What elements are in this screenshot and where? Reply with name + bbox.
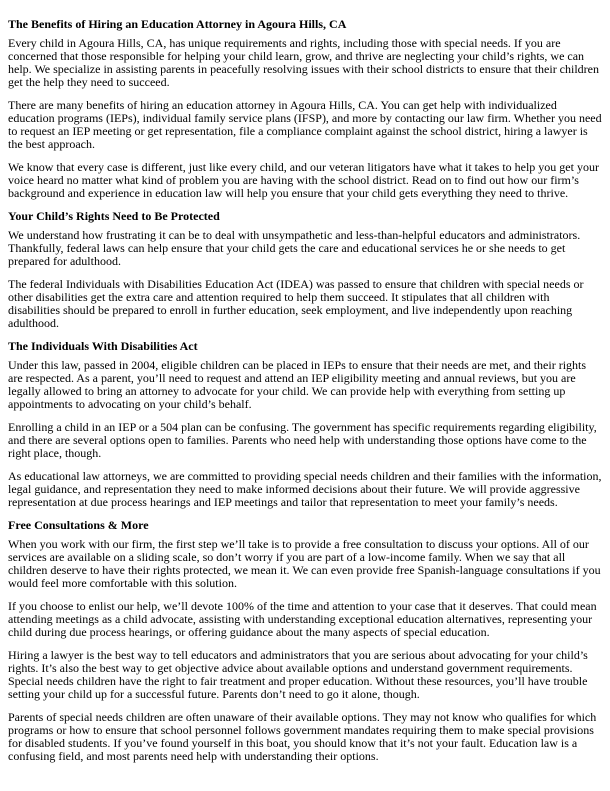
paragraph-line: to request an IEP meeting or get representation, file a compliance complaint against the school district, hiring a lawyer is: [8, 124, 588, 138]
paragraph: [8, 229, 602, 268]
paragraph-line: children deserve to have their rights protected, we mean it. We can even provide free Spanish-language consultations if you: [8, 563, 601, 577]
paragraph-line: rights. It’s also the best way to get objective advice about available options and understand government requirements.: [8, 661, 573, 675]
paragraph-line: voice heard no matter what kind of problem you are having with the school district. Read on to find out how our firm’s: [8, 173, 579, 187]
paragraph: [8, 538, 602, 590]
paragraph-line: programs or how to ensure that school personnel follows government mandates requiring them to make special provisions: [8, 723, 594, 737]
paragraph-line: concerned that those responsible for helping your child learn, grow, and thrive are neglecting your child’s rights, we can: [8, 49, 585, 63]
paragraph-line: disabilities should be prepared to enroll in further education, seek employment, and live independently upon reaching: [8, 303, 573, 317]
paragraph-line: The federal Individuals with Disabilities Education Act (IDEA) was passed to ensure that children with special needs or: [8, 277, 584, 291]
paragraph-line: There are many benefits of hiring an education attorney in Agoura Hills, CA. You can get help with individualized: [8, 98, 557, 112]
paragraph-line: confusing field, and most parents need help with understanding their options.: [8, 749, 379, 763]
paragraph-line: If you choose to enlist our help, we’ll devote 100% of the time and attention to your case that it deserves. That could mean: [8, 599, 597, 613]
paragraph-line: Under this law, passed in 2004, eligible children can be placed in IEPs to ensure that their needs are met, and their rights: [8, 358, 587, 372]
paragraph-line: Every child in Agoura Hills, CA, has unique requirements and rights, including those with special needs. If you are: [8, 36, 561, 50]
paragraph-line: Special needs children have the right to fair treatment and proper education. Without these resources, you’ll have trouble: [8, 674, 588, 688]
paragraph-line: services are available on a sliding scale, so don’t worry if you are part of a low-income family. When we say that all: [8, 550, 566, 564]
paragraph-line: Thankfully, federal laws can help ensure that your child gets the care and educational services he or she needs to get: [8, 241, 566, 255]
paragraph-line: get the help they need to succeed.: [8, 75, 170, 89]
paragraph-line: As educational law attorneys, we are committed to providing special needs children and their families with the information,: [8, 469, 602, 483]
paragraph-line: Parents of special needs children are often unaware of their available options. They may not know who qualifies for which: [8, 710, 597, 724]
section-heading: Your Child’s Rights Need to Be Protected: [8, 209, 220, 223]
paragraph-line: child during due process hearings, or offering guidance about the many aspects of special education.: [8, 625, 490, 639]
paragraph-line: appointments to advocating on your child’s behalf.: [8, 397, 252, 411]
paragraph-line: the best approach.: [8, 137, 95, 151]
paragraph: [8, 600, 602, 639]
paragraph: [8, 421, 602, 460]
paragraph-line: Hiring a lawyer is the best way to tell educators and administrators that you are serious about advocating for your child’s: [8, 648, 588, 662]
paragraph: [8, 649, 602, 701]
section-heading: Free Consultations & More: [8, 518, 149, 532]
paragraph-line: adulthood.: [8, 316, 59, 330]
paragraph-line: are respected. As a parent, you’ll need to request and attend an IEP eligibility meeting and annual reviews, but you are: [8, 371, 576, 385]
paragraph-line: would feel more comfortable with this solution.: [8, 576, 237, 590]
paragraph: [8, 161, 602, 200]
paragraph-line: education programs (IEPs), individual family service plans (IFSP), and more by contacting our law firm. Whether you need: [8, 111, 602, 125]
paragraph-line: background and experience in education law will help you ensure that your child gets everything they need to thrive.: [8, 186, 569, 200]
paragraph-line: legally allowed to bring an attorney to advocate for your child. We can provide help with everything from setting up: [8, 384, 566, 398]
paragraph-line: When you work with our firm, the first step we’ll take is to provide a free consultation to discuss your options. All of our: [8, 537, 589, 551]
paragraph: [8, 278, 602, 330]
paragraph: [8, 359, 602, 411]
paragraph-line: setting your child up for a successful future. Parents don’t need to go it alone, though.: [8, 687, 420, 701]
paragraph-line: other disabilities get the extra care and attention required to help them succeed. It stipulates that all children with: [8, 290, 550, 304]
paragraph-line: We understand how frustrating it can be to deal with unsympathetic and less-than-helpful educators and administrators.: [8, 228, 581, 242]
paragraph-line: attending meetings as a child advocate, assisting with understanding exceptional education alternatives, representing your: [8, 612, 593, 626]
paragraph-line: prepared for adulthood.: [8, 254, 121, 268]
paragraph-line: and there are several options open to families. Parents who need help with understanding those options have come to the: [8, 433, 587, 447]
paragraph-line: We know that every case is different, just like every child, and our veteran litigators have what it takes to help you get your: [8, 160, 599, 174]
section-heading: The Benefits of Hiring an Education Attorney in Agoura Hills, CA: [8, 17, 347, 31]
paragraph-line: right place, though.: [8, 446, 102, 460]
paragraph: [8, 470, 602, 509]
paragraph-line: legal guidance, and representation they need to make informed decisions about their future. We will provide aggressive: [8, 482, 580, 496]
paragraph-line: for disabled students. If you’ve found yourself in this boat, you should know that it’s not your fault. Education law is a: [8, 736, 578, 750]
paragraph-line: representation at due process hearings and IEP meetings and tailor that representation to meet your family’s needs.: [8, 495, 558, 509]
paragraph-line: Enrolling a child in an IEP or a 504 plan can be confusing. The government has specific requirements regarding eligibility,: [8, 420, 597, 434]
paragraph-line: help. We specialize in assisting parents in peacefully resolving issues with their school districts to ensure that their children: [8, 62, 599, 76]
paragraph: [8, 99, 602, 151]
section-heading: The Individuals With Disabilities Act: [8, 339, 198, 353]
paragraph: [8, 37, 602, 89]
paragraph: [8, 711, 602, 763]
